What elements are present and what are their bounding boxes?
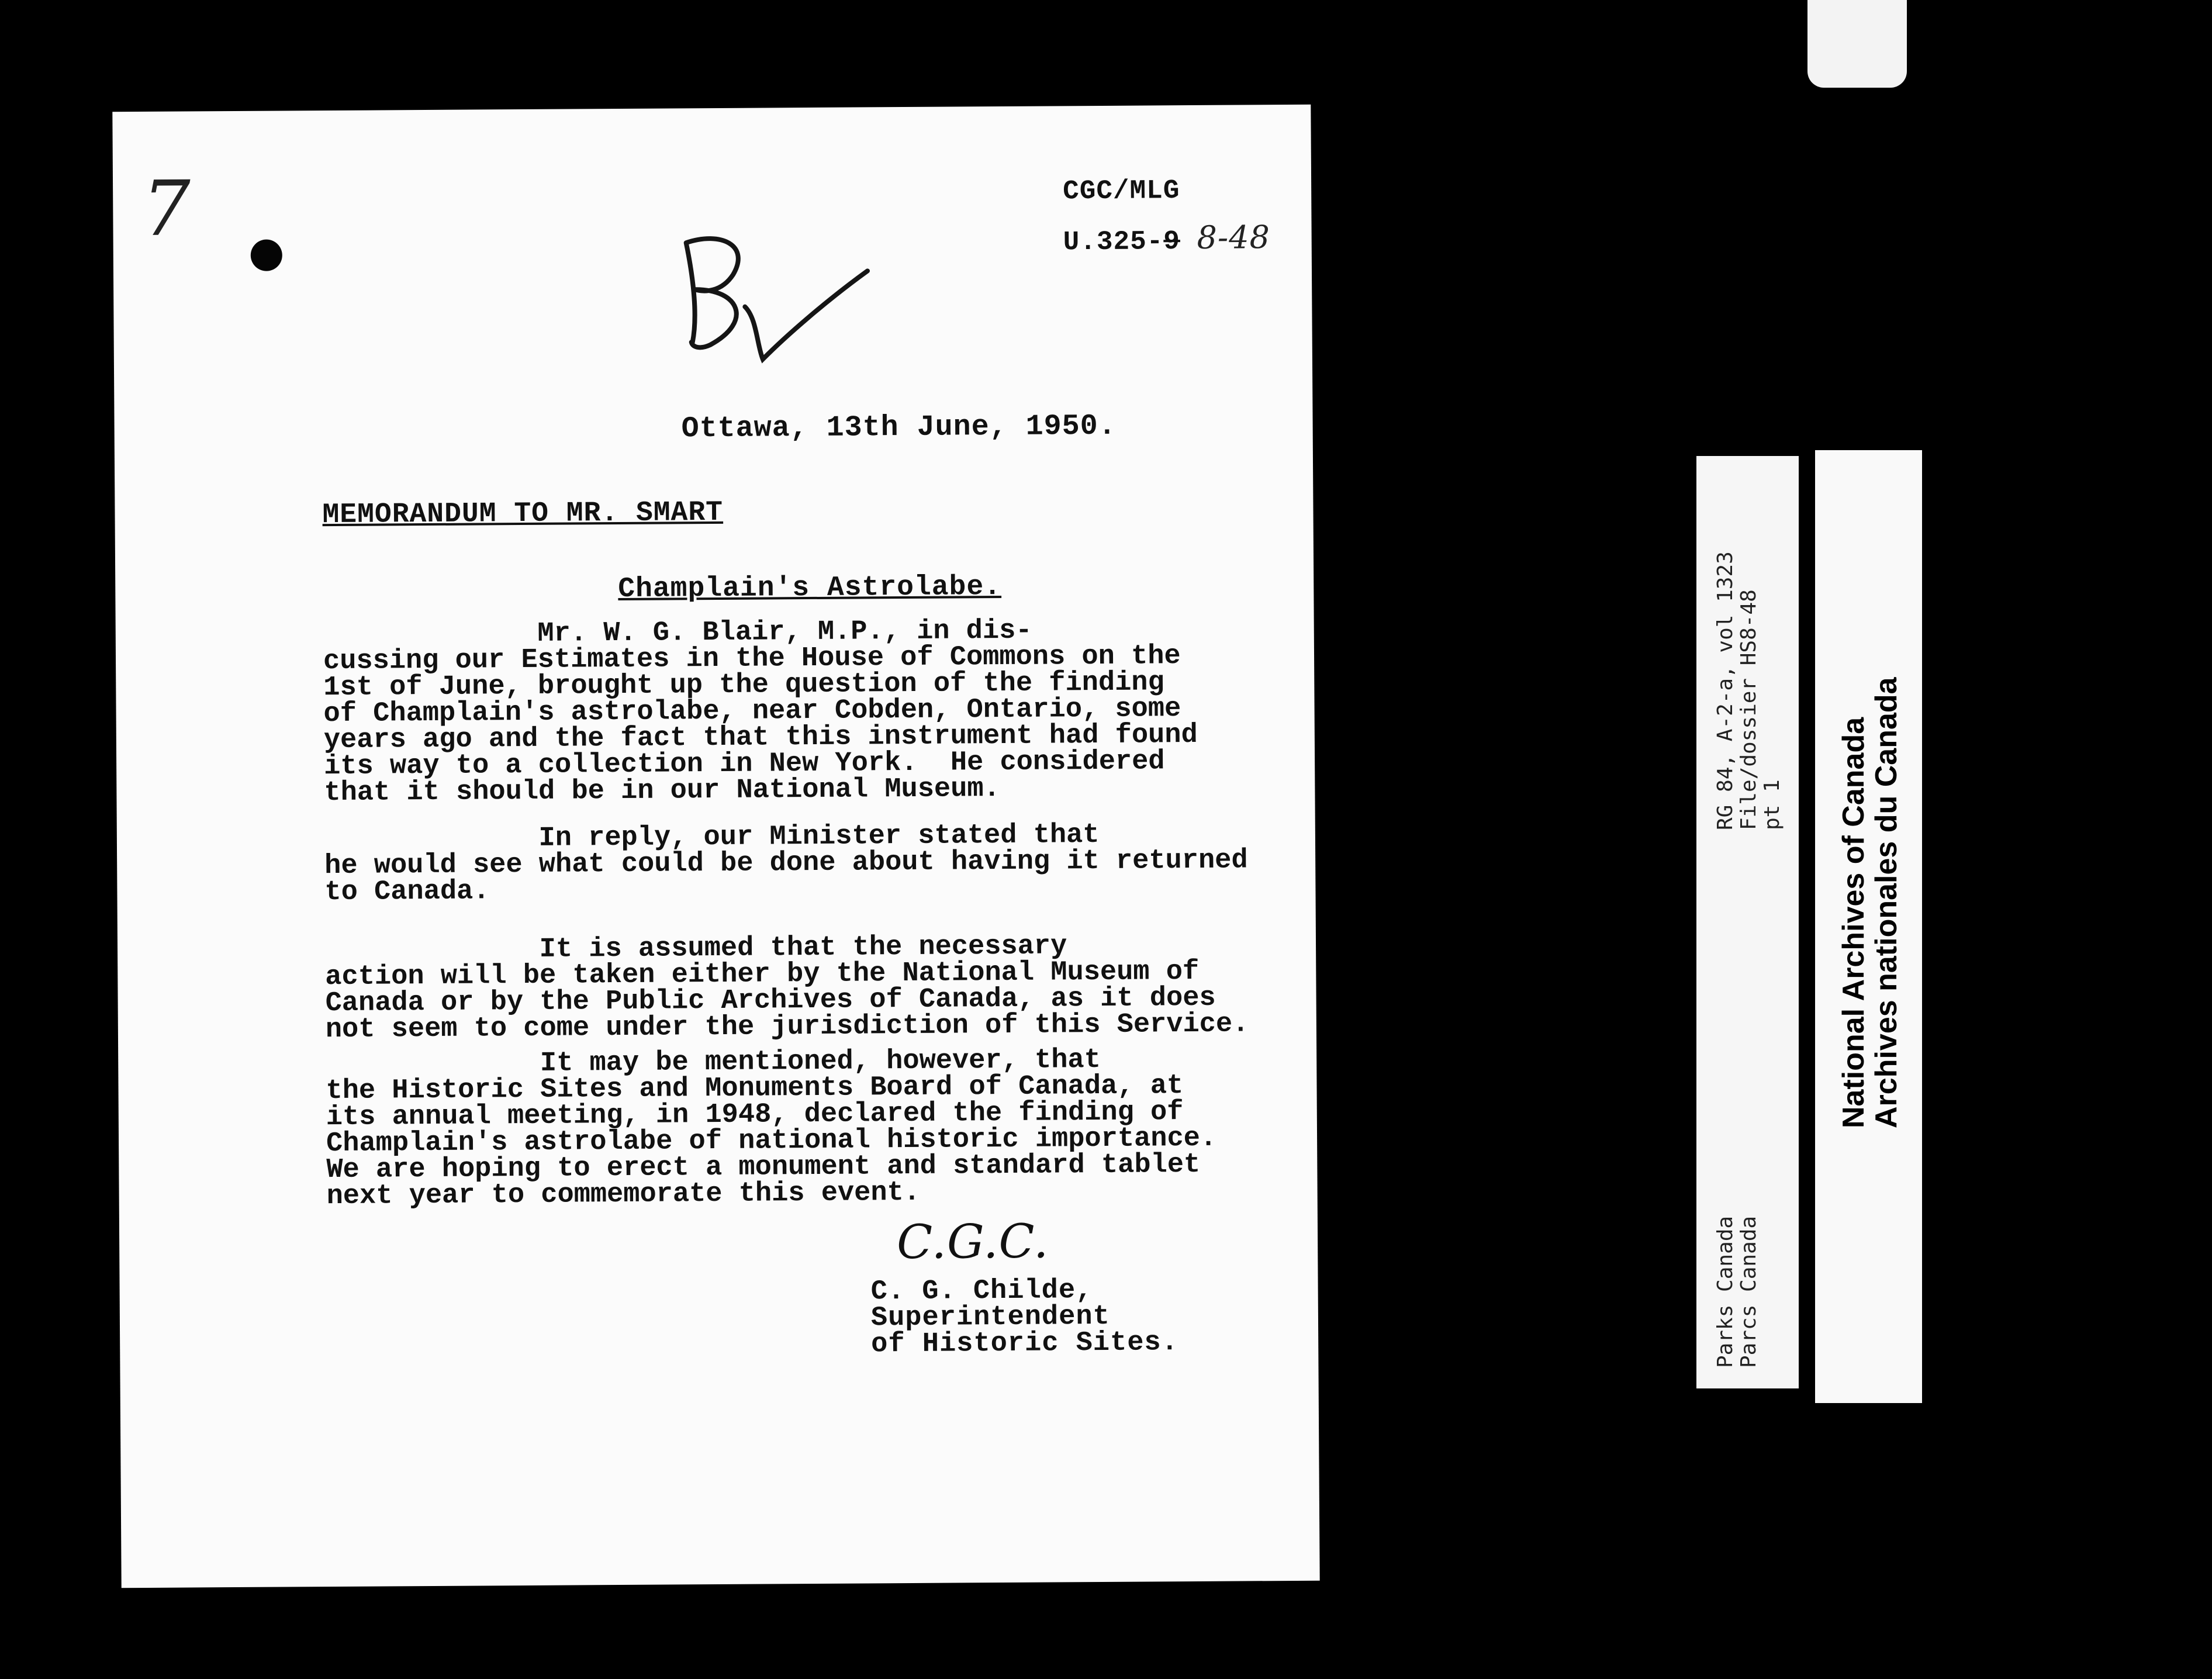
text-line: In reply, our Minister stated that	[324, 819, 1100, 856]
reference-initials: CGC/MLG	[1063, 175, 1180, 207]
memo-addressee: MEMORANDUM TO MR. SMART	[322, 496, 724, 531]
text-line: of Champlain's astrolabe, near Cobden, Ontario, some	[323, 693, 1181, 730]
file-number	[1063, 219, 1270, 257]
text-line: years ago and the fact that this instrument had found	[323, 719, 1198, 756]
label-agency-en: Parks Canada	[1713, 1215, 1737, 1368]
text-line: 1st of June, brought up the question of the finding	[323, 667, 1164, 704]
archive-reference-label	[1696, 456, 1799, 1388]
text-line: the Historic Sites and Monuments Board of Canada, at	[326, 1070, 1184, 1107]
film-frame-tab	[1807, 0, 1907, 88]
margin-mark: 7	[141, 164, 192, 253]
archive-name-en: National Archives of Canada	[1837, 717, 1871, 1128]
text-line: next year to commemorate this event.	[326, 1177, 921, 1212]
text-line: he would see what could be done about having it returned	[324, 845, 1248, 882]
file-number-typed: U.325-	[1063, 226, 1164, 258]
label-agency-fr: Parcs Canada	[1737, 1215, 1761, 1368]
file-number-handwritten: 8-48	[1197, 219, 1271, 256]
initial-signature	[651, 218, 886, 371]
file-number-struck: 9	[1163, 226, 1181, 257]
text-line: Mr. W. G. Blair, M.P., in dis-	[323, 615, 1032, 651]
label-ref-line: File/dossier HS8-48	[1737, 589, 1761, 830]
text-line: not seem to come under the jurisdiction of this Service.	[325, 1008, 1249, 1046]
signatory-name: C. G. Childe,	[870, 1275, 1093, 1308]
memo-subject: Champlain's Astrolabe.	[618, 571, 1002, 606]
label-agency-block	[1714, 1216, 1761, 1368]
text-line: its annual meeting, in 1948, declared the finding of	[326, 1097, 1184, 1134]
paragraph-3	[324, 931, 1261, 1046]
text-line: Canada or by the Public Archives of Canada, as it does	[325, 982, 1216, 1020]
text-line: action will be taken either by the National Museum of	[325, 956, 1200, 993]
paragraph-1	[323, 615, 1260, 809]
date-line: Ottawa, 13th June, 1950.	[681, 409, 1117, 446]
text-line: cussing our Estimates in the House of Commons on the	[323, 641, 1181, 678]
signatory-title-2: of Historic Sites.	[871, 1327, 1179, 1360]
label-ref-line: pt 1	[1760, 779, 1784, 830]
signatory-title: Superintendent	[870, 1301, 1110, 1334]
memo-page	[112, 105, 1319, 1588]
punch-hole	[251, 240, 282, 271]
text-line: We are hoping to erect a monument and standard tablet	[326, 1149, 1201, 1186]
text-line: to Canada.	[324, 876, 490, 908]
text-line: Champlain's astrolabe of national historic importance.	[326, 1122, 1217, 1160]
label-reference-block	[1714, 551, 1784, 830]
archive-name-fr: Archives nationales du Canada	[1869, 677, 1903, 1128]
paragraph-2	[324, 821, 1260, 906]
text-line: that it should be in our National Museum.	[324, 773, 1000, 809]
archive-name-label	[1815, 450, 1922, 1403]
label-ref-line: RG 84, A-2-a, vol 1323	[1713, 551, 1737, 830]
paragraph-4	[326, 1046, 1262, 1210]
text-line: It is assumed that the necessary	[324, 931, 1067, 967]
text-line: It may be mentioned, however, that	[326, 1044, 1101, 1081]
archive-name-block	[1837, 677, 1903, 1128]
text-line: its way to a collection in New York. He considered	[323, 746, 1165, 783]
signature-initials: C.G.C.	[896, 1214, 1049, 1270]
